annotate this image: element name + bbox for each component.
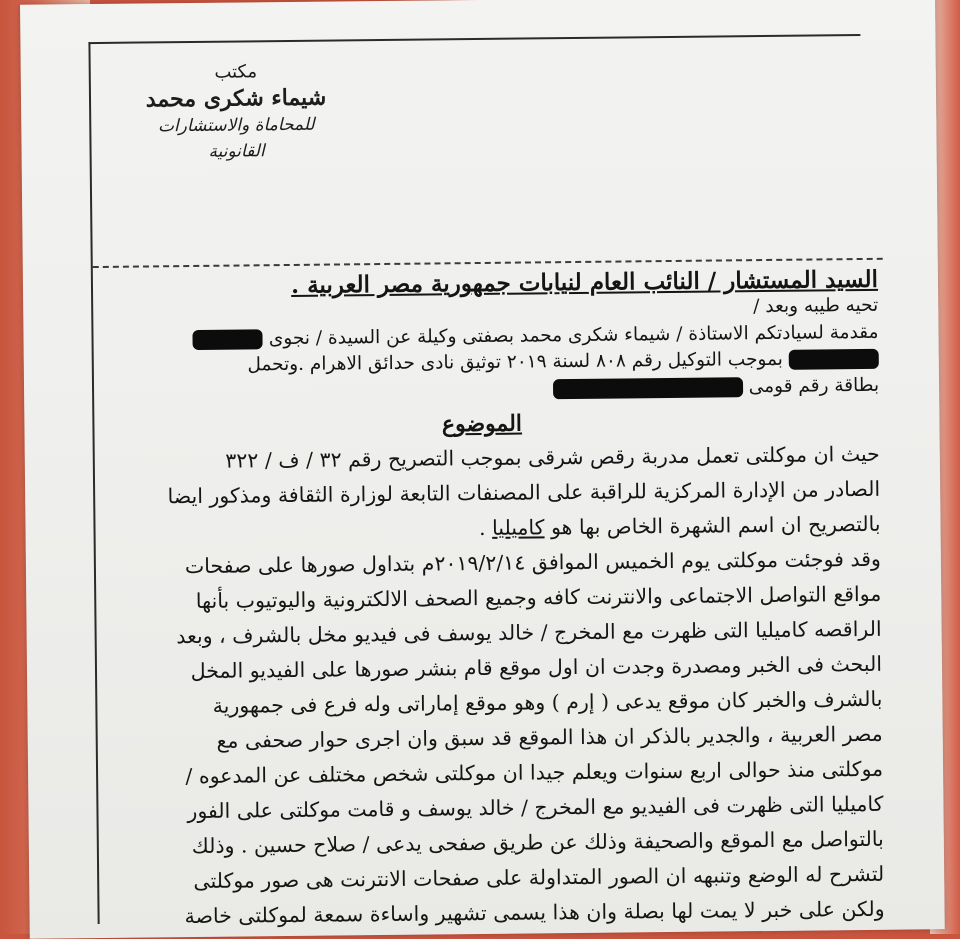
body-line: مصر العربية ، والجدير بالذكر ان هذا الموقع قد سبق وان اجرى حوار صحفى مع bbox=[216, 721, 883, 753]
body-line: لتشرح له الوضع وتنبهه ان الصور المتداولة على صفحات الانترنت هى صور موكلتى bbox=[193, 861, 885, 894]
redaction-mark bbox=[789, 349, 879, 370]
stage-name: كاميليا bbox=[491, 515, 545, 540]
body-line: الصادر من الإدارة المركزية للراقبة على المصنفات التابعة لوزارة الثقافة ومذكور ايضا bbox=[167, 476, 881, 509]
letter-content bbox=[83, 266, 885, 935]
subject-title: الموضوع bbox=[441, 410, 523, 438]
redaction-mark bbox=[193, 329, 263, 350]
body-line: كاميليا التى ظهرت فى الفيديو مع المخرج / خالد يوسف و قامت موكلتى على الفور bbox=[187, 791, 884, 824]
body-line: البحث فى الخبر ومصدرة وجدت ان اول موقع قام بنشر صورها على الفيديو المخل bbox=[190, 651, 883, 684]
document-page bbox=[20, 0, 945, 939]
office-label: مكتب bbox=[214, 61, 258, 83]
body-line: حيث ان موكلتى تعمل مدربة رقص شرقى بموجب التصريح رقم ٣٢ / ف / ٣٢٢ bbox=[225, 441, 880, 473]
body-line: بالشرف والخبر كان موقع يدعى ( إرم ) وهو موقع إماراتى وله فرع فى جمهورية bbox=[212, 686, 883, 718]
body-line: وقد فوجئت موكلتى يوم الخميس الموافق ٢٠١٩/٢/١٤م بتداول صورها على صفحات bbox=[184, 546, 881, 579]
body-line: بالتواصل مع الموقع والصحيفة وذلك عن طريق صفحى يدعى / صلاح حسين . وذلك bbox=[191, 826, 884, 859]
id-card-text: بطاقة رقم قومى bbox=[748, 374, 880, 397]
body-line: موكلتى منذ حوالى اربع سنوات ويعلم جيدا ان موكلتى شخص مختلف عن المدعوه / bbox=[185, 756, 884, 789]
recipient-heading: السيد المستشار / النائب العام لنيابات جمهورية مصر العربية . bbox=[290, 265, 879, 299]
power-of-attorney-text: بموجب التوكيل رقم ٨٠٨ لسنة ٢٠١٩ توثيق نادى حدائق الاهرام .وتحمل bbox=[247, 348, 783, 376]
body-line: ولكن على خبر لا يمت لها بصلة وان هذا يسمى تشهير واساءة سمعة لموكلتى خاصة bbox=[184, 896, 885, 929]
period: . bbox=[478, 515, 493, 541]
letterhead bbox=[131, 59, 342, 165]
submitted-by-text: مقدمة لسيادتكم الاستاذة / شيماء شكرى محمد بصفتى وكيلة عن السيدة / نجوى bbox=[268, 321, 879, 349]
lawyer-name: شيماء شكرى محمد bbox=[145, 84, 327, 113]
body-line: الراقصه كاميليا التى ظهرت مع المخرج / خالد يوسف فى فيديو مخل بالشرف ، وبعد bbox=[176, 616, 882, 649]
redaction-mark bbox=[553, 377, 743, 399]
body-text: بالتصريح ان اسم الشهرة الخاص بها هو bbox=[550, 511, 881, 540]
office-tagline: للمحاماة والاستشارات القانونية bbox=[157, 114, 315, 162]
body-line: مواقع التواصل الاجتماعى والانترنت كافه وجميع الصحف الالكترونية واليوتيوب بأنها bbox=[195, 581, 882, 613]
greeting: تحيه طيبه وبعد / bbox=[753, 294, 879, 318]
